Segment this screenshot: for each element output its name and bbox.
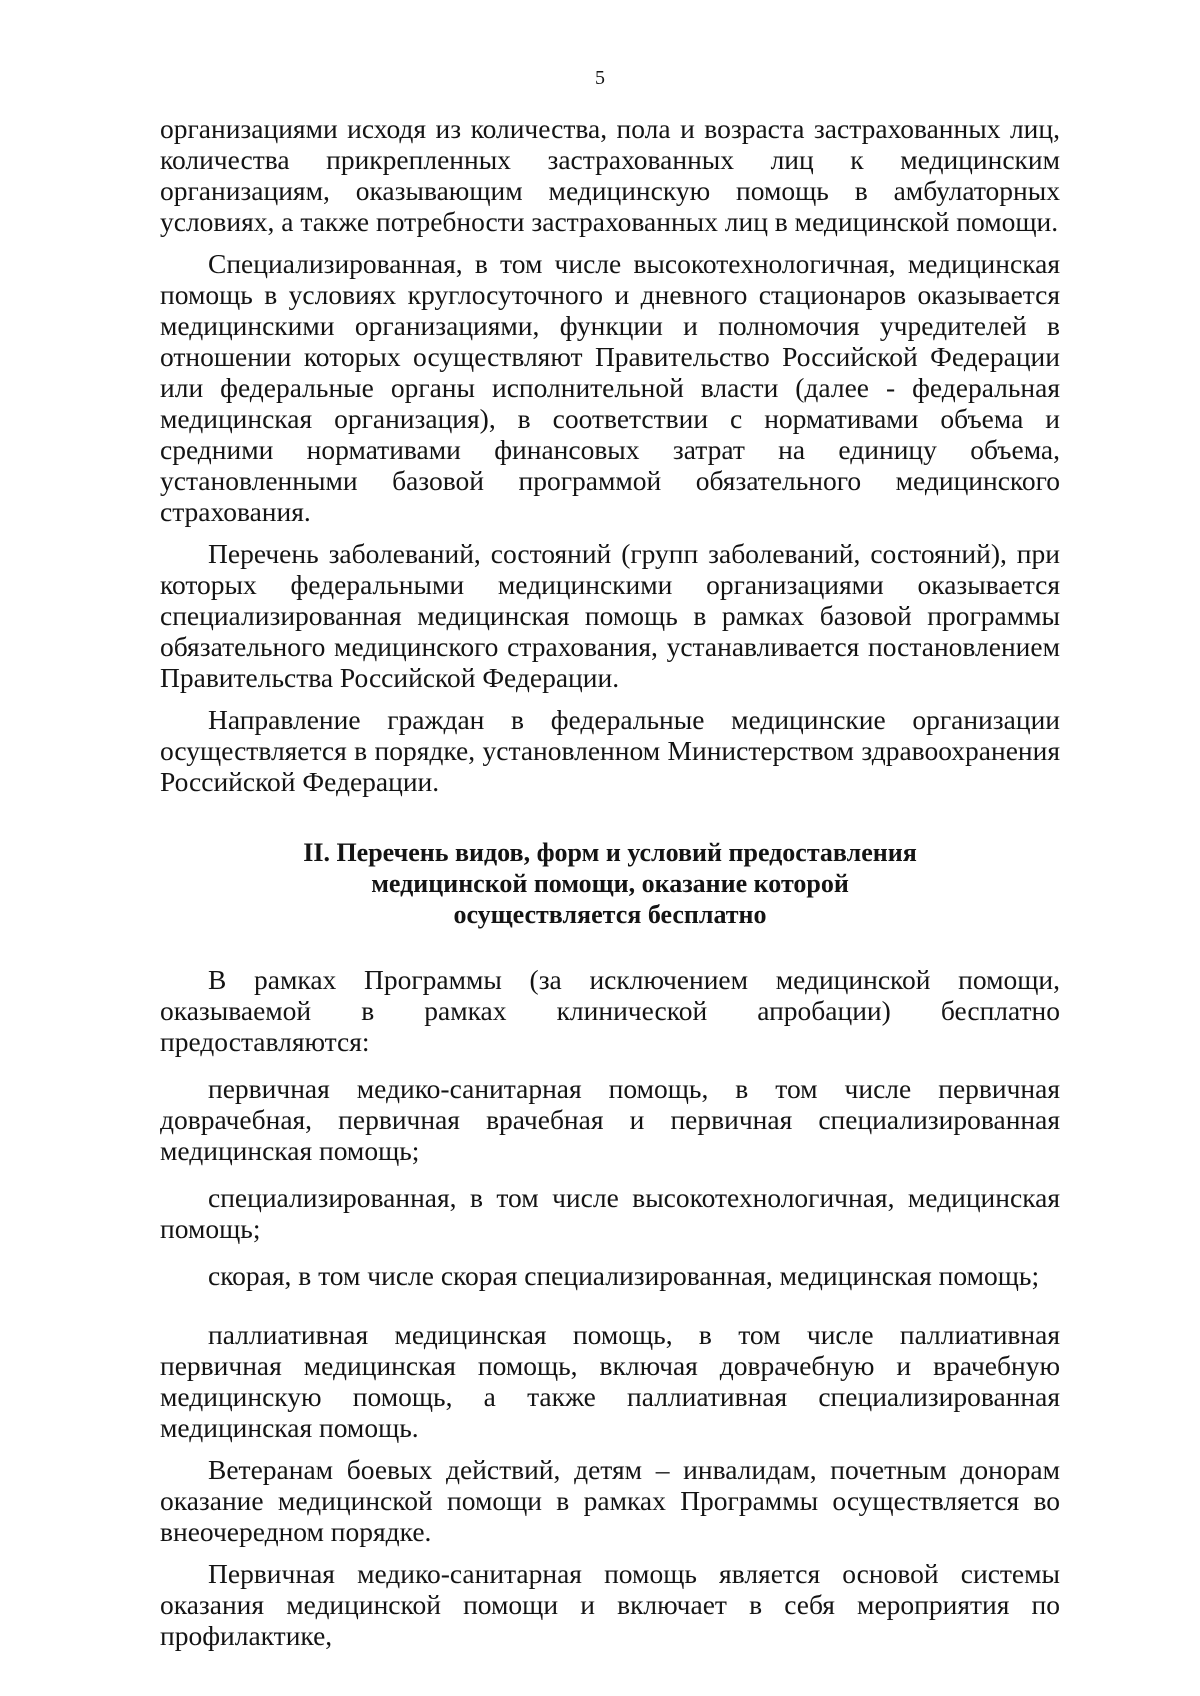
paragraph-veterans: Ветеранам боевых действий, детям – инвалидам, почетным донорам оказание медицинской помощи в рамках Программы осуществляется во внеочередном порядке. bbox=[160, 1454, 1060, 1547]
list-item-emergency-care: скорая, в том числе скорая специализированная, медицинская помощь; bbox=[208, 1260, 1040, 1291]
page-number: 5 bbox=[595, 67, 605, 89]
paragraph-specialized-care: Специализированная, в том числе высокотехнологичная, медицинская помощь в условиях круглосуточного и дневного стационаров оказывается медицинскими организациями, функции и полномочия учредителей в отношении которых осуществляют Правительство Российской Федерации или федеральные органы исполнительной власти (далее - федеральная медицинская организация), в соответствии с нормативами объема и средними нормативами финансовых затрат на единицу объема, установленными базовой программой обязательного медицинского страхования. bbox=[160, 248, 1060, 527]
section-heading-line-3: осуществляется бесплатно bbox=[453, 900, 767, 929]
paragraph-disease-list: Перечень заболеваний, состояний (групп заболеваний, состояний), при которых федеральными медицинскими организациями оказывается специализированная медицинская помощь в рамках базовой программы обязательного медицинского страхования, устанавливается постановлением Правительства Российской Федерации. bbox=[160, 538, 1060, 693]
paragraph-continuation: организациями исходя из количества, пола и возраста застрахованных лиц, количества прикрепленных застрахованных лиц к медицинским организациям, оказывающим медицинскую помощь в амбулаторных условиях, а также потребности застрахованных лиц в медицинской помощи. bbox=[160, 113, 1060, 237]
section-heading-line-2: медицинской помощи, оказание которой bbox=[371, 869, 849, 898]
section-heading-line-1: II. Перечень видов, форм и условий предоставления bbox=[303, 838, 917, 867]
paragraph-primary-care-basis: Первичная медико-санитарная помощь является основой системы оказания медицинской помощи и включает в себя мероприятия по профилактике, bbox=[160, 1558, 1060, 1651]
paragraph-referral: Направление граждан в федеральные медицинские организации осуществляется в порядке, установленном Министерством здравоохранения Российской Федерации. bbox=[160, 704, 1060, 797]
section-heading bbox=[160, 837, 1060, 930]
list-item-palliative-care: паллиативная медицинская помощь, в том числе паллиативная первичная медицинская помощь, включая доврачебную и врачебную медицинскую помощь, а также паллиативная специализированная медицинская помощь. bbox=[160, 1319, 1060, 1443]
document-body bbox=[160, 113, 1060, 1651]
paragraph-program-intro: В рамках Программы (за исключением медицинской помощи, оказываемой в рамках клинической апробации) бесплатно предоставляются: bbox=[160, 964, 1060, 1057]
list-item-primary-care: первичная медико-санитарная помощь, в том числе первичная доврачебная, первичная врачебная и первичная специализированная медицинская помощь; bbox=[160, 1073, 1060, 1166]
list-item-specialized-care: специализированная, в том числе высокотехнологичная, медицинская помощь; bbox=[160, 1182, 1060, 1244]
